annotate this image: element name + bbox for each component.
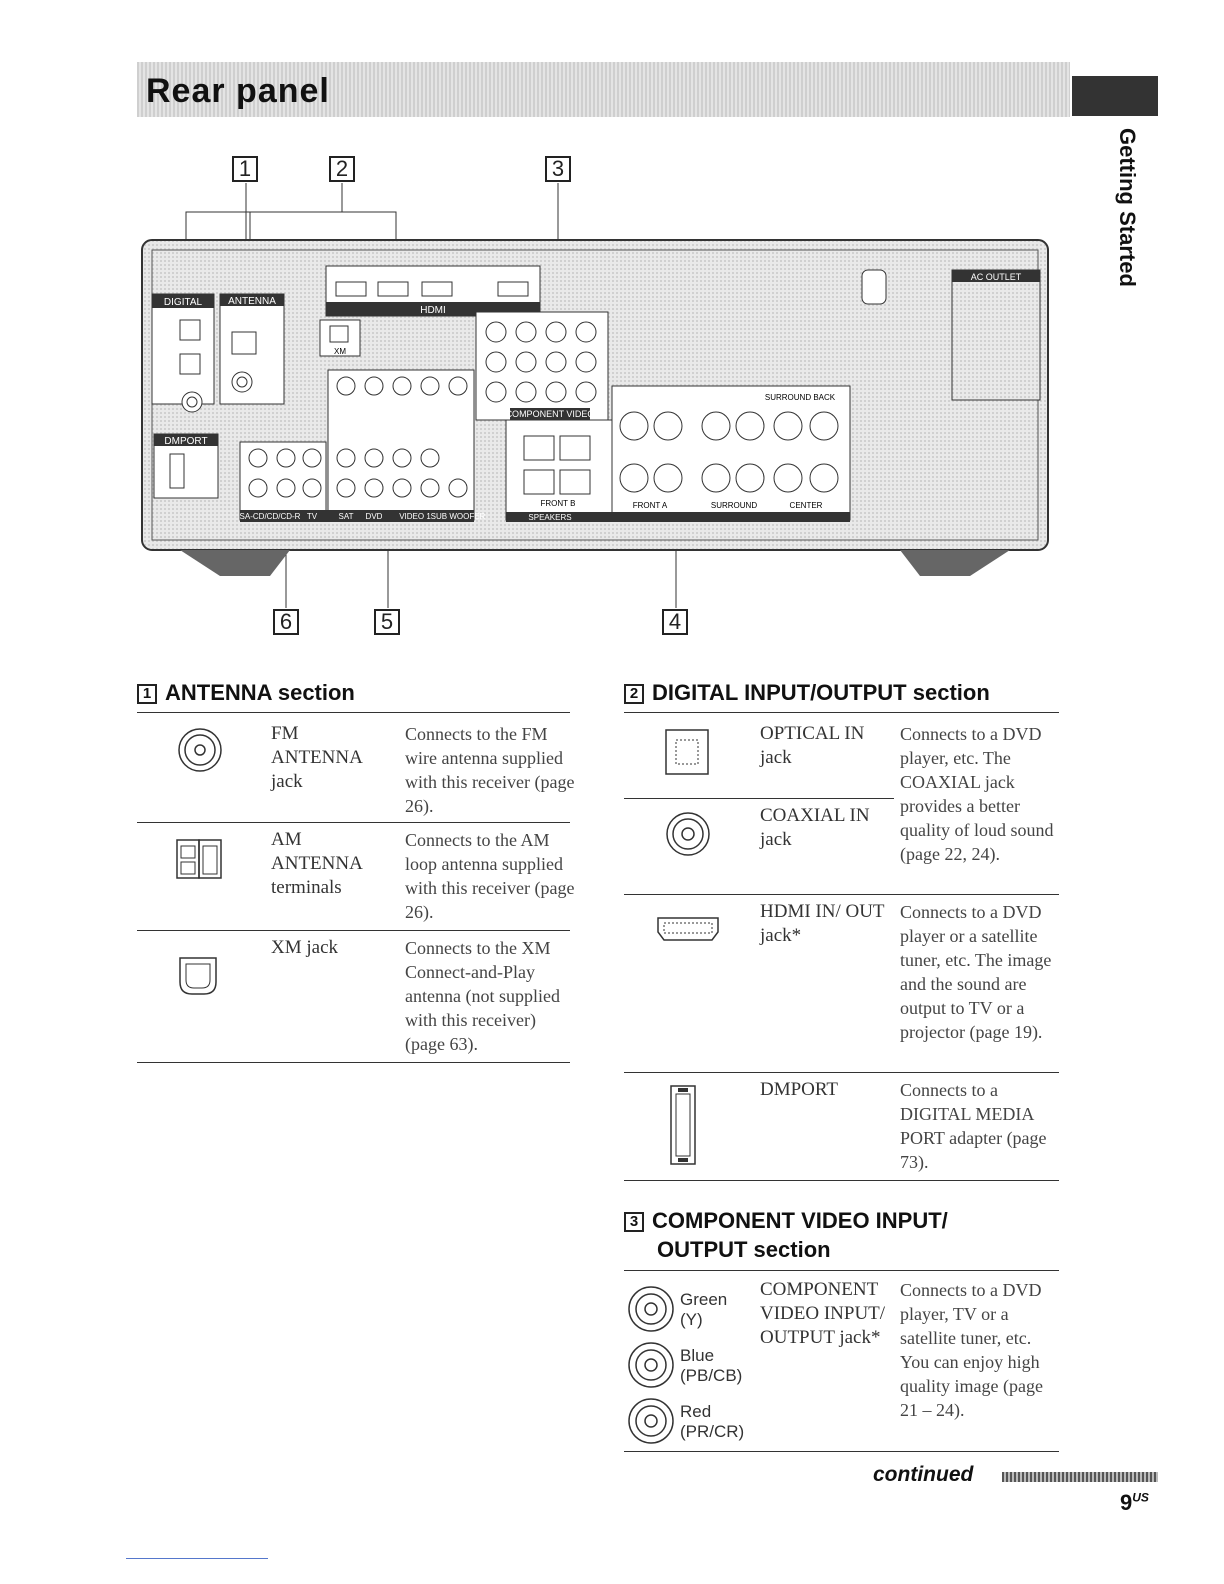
- digital-section-heading: [624, 680, 990, 706]
- am-antenna-terminals-desc: Connects to the AM loop antenna supplied with this receiver (page 26).: [405, 830, 575, 922]
- coaxial-jack-icon: [664, 810, 712, 858]
- panel-label-front-b: FRONT B: [540, 499, 576, 508]
- panel-label-ac-outlet: AC OUTLET: [970, 272, 1022, 282]
- footer-rule: [126, 1558, 268, 1559]
- divider: [137, 930, 570, 931]
- red-jack-color: Red: [680, 1402, 712, 1421]
- callout-2: 2: [329, 156, 355, 182]
- panel-label-subwoofer: SUB WOOFER: [430, 512, 486, 521]
- divider: [624, 894, 1059, 895]
- blue-jack-label: [680, 1346, 742, 1386]
- component-section-heading: [624, 1208, 948, 1234]
- divider: [624, 798, 894, 799]
- antenna-section-number: 1: [137, 684, 157, 704]
- hdmi-jack-name: HDMI IN/ OUT jack*: [760, 901, 885, 946]
- panel-label-digital: DIGITAL: [163, 297, 203, 308]
- digital-section-title: DIGITAL INPUT/OUTPUT section: [652, 680, 990, 705]
- panel-label-xm: XM: [334, 347, 346, 356]
- callout-5: 5: [374, 609, 400, 635]
- red-jack-label: [680, 1402, 744, 1442]
- green-jack-color: Green: [680, 1290, 728, 1309]
- component-section-title-line1: COMPONENT VIDEO INPUT/: [652, 1208, 948, 1233]
- divider: [137, 822, 570, 823]
- panel-label-front-a: FRONT A: [632, 501, 668, 510]
- callout-4: 4: [662, 609, 688, 635]
- am-antenna-terminals-name: AM ANTENNA terminals: [271, 829, 362, 898]
- optical-coaxial-desc: Connects to a DVD player, etc. The COAXIAL jack provides a better quality of loud sound (page 22, 24).: [900, 724, 1054, 864]
- page-number-value: 9: [1120, 1490, 1133, 1515]
- page-number-suffix: US: [1132, 1490, 1149, 1505]
- red-jack-icon: [626, 1396, 676, 1446]
- optical-in-jack-name: OPTICAL IN jack: [760, 723, 865, 768]
- rear-panel-diagram: [140, 236, 1050, 580]
- green-jack-sub: (Y): [680, 1310, 703, 1329]
- panel-label-center: CENTER: [789, 501, 823, 510]
- panel-label-speakers: SPEAKERS: [528, 513, 572, 522]
- divider: [137, 1062, 570, 1063]
- panel-label-hdmi: HDMI: [420, 305, 446, 316]
- component-section-number: 3: [624, 1212, 644, 1232]
- panel-label-video1: VIDEO 1: [399, 512, 431, 521]
- hdmi-jack-icon: [656, 914, 720, 944]
- panel-label-sacd: SA-CD/CD/CD-R: [239, 512, 301, 521]
- dmport-desc: Connects to a DIGITAL MEDIA PORT adapter (page 73).: [900, 1080, 1047, 1172]
- fm-antenna-jack-desc: Connects to the FM wire antenna supplied with this receiver (page 26).: [405, 724, 575, 816]
- am-terminal-icon: [175, 836, 225, 882]
- fm-jack-icon: [176, 726, 224, 774]
- panel-label-surround: SURROUND: [710, 501, 758, 510]
- divider: [624, 1270, 1059, 1271]
- divider: [624, 1180, 1059, 1181]
- panel-label-dvd: DVD: [365, 512, 383, 521]
- xm-jack-name: XM jack: [271, 937, 339, 958]
- dmport-name: DMPORT: [760, 1079, 839, 1100]
- xm-jack-desc: Connects to the XM Connect-and-Play antenna (not supplied with this receiver) (page 63).: [405, 938, 560, 1054]
- continued-label: continued: [873, 1463, 974, 1486]
- callout-6: 6: [273, 609, 299, 635]
- blue-jack-sub: (PB/CB): [680, 1366, 743, 1385]
- coaxial-in-jack-name: COAXIAL IN jack: [760, 805, 870, 850]
- divider: [624, 1072, 1059, 1073]
- digital-section-number: 2: [624, 684, 644, 704]
- chapter-side-label: Getting Started: [1115, 128, 1140, 287]
- divider: [137, 712, 570, 713]
- panel-label-tv: TV: [306, 512, 318, 521]
- panel-label-component-video: COMPONENT VIDEO: [505, 409, 595, 419]
- antenna-section-heading: [137, 680, 355, 706]
- continued-bar: [1002, 1472, 1158, 1482]
- panel-label-dmport: DMPORT: [164, 436, 208, 447]
- hdmi-jack-desc: Connects to a DVD player or a satellite tuner, etc. The image and the sound are output to TV or a projector (page 19).: [900, 902, 1052, 1042]
- page-number: [1120, 1490, 1149, 1516]
- green-jack-icon: [626, 1284, 676, 1334]
- green-jack-label: [680, 1290, 727, 1330]
- antenna-section-title: ANTENNA section: [165, 680, 355, 705]
- component-jack-desc: Connects to a DVD player, TV or a satellite tuner, etc. You can enjoy high quality image (page 21 – 24).: [900, 1280, 1043, 1420]
- xm-jack-icon: [176, 954, 220, 998]
- component-jack-name: COMPONENT VIDEO INPUT/ OUTPUT jack*: [760, 1279, 886, 1348]
- panel-label-sat: SAT: [338, 512, 354, 521]
- page-title: Rear panel: [146, 72, 330, 110]
- dmport-jack-icon: [668, 1084, 698, 1166]
- panel-label-antenna: ANTENNA: [228, 296, 276, 307]
- component-section-title-line2: OUTPUT section: [657, 1237, 831, 1262]
- callout-1: 1: [232, 156, 258, 182]
- callout-3: 3: [545, 156, 571, 182]
- divider: [624, 1451, 1059, 1452]
- optical-jack-icon: [664, 728, 710, 776]
- red-jack-sub: (PR/CR): [680, 1422, 745, 1441]
- blue-jack-icon: [626, 1340, 676, 1390]
- fm-antenna-jack-name: FM ANTENNA jack: [271, 723, 362, 792]
- divider: [624, 712, 1059, 713]
- blue-jack-color: Blue: [680, 1346, 715, 1365]
- panel-label-surround-back: SURROUND BACK: [764, 393, 836, 402]
